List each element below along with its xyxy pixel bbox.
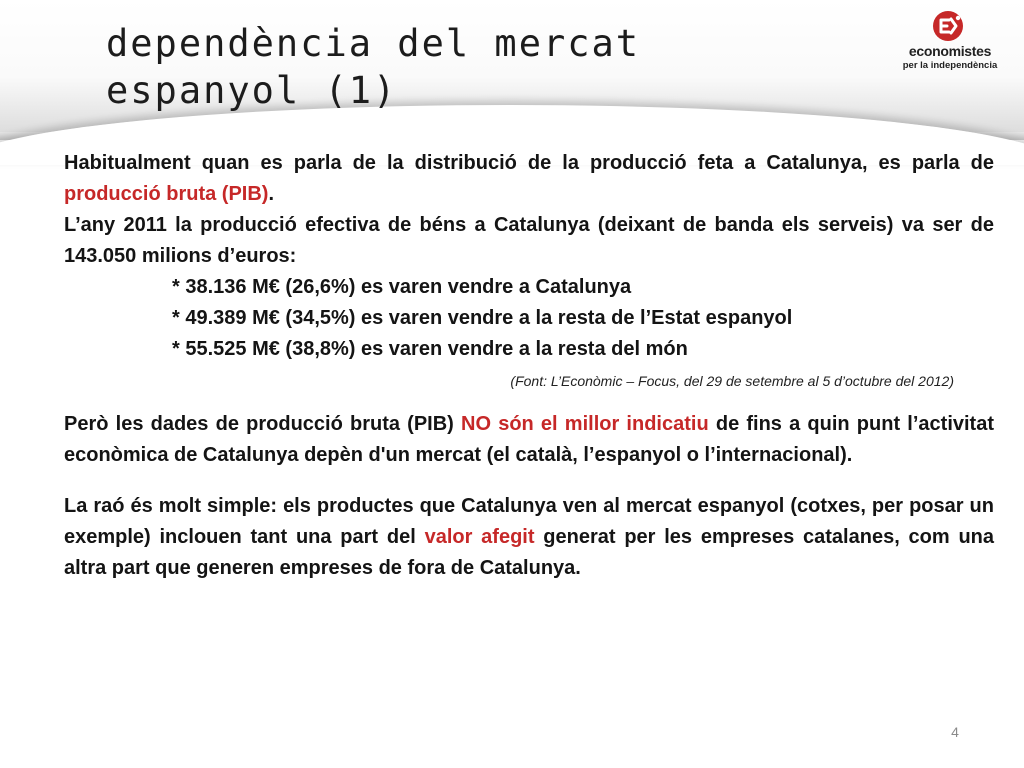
paragraph-reason-text: La raó és molt simple: els productes que Catalunya ven al mercat espanyol (cotxes, per posar un exemple) inclouen tant una part del [64,495,994,548]
highlight-not-indicator: NO són el millor indicatiu [461,413,709,435]
spacer [64,471,994,491]
paragraph-intro-end: . [268,183,275,205]
slide-content [64,148,994,584]
logo-mark-icon [932,10,964,42]
bullet-catalunya: * 38.136 M€ (26,6%) es varen vendre a Catalunya [172,276,632,298]
paragraph-indicator-end: de fins a quin punt l’activitat econòmica de Catalunya depèn d'un mercat (el català, l’espanyol o l’internacional). [64,413,994,466]
paragraph-reason [64,491,994,584]
paragraph-indicator [64,409,994,471]
highlight-valor-afegit: valor afegit [424,526,535,548]
page-number: 4 [951,724,959,740]
slide-title: dependència del mercat espanyol (1) [106,22,641,112]
source-citation: (Font: L’Econòmic – Focus, del 29 de setembre al 5 d’octubre del 2012) [510,373,954,389]
paragraph-reason-end: generat per les empreses catalanes, com una altra part que generen empreses de fora de Catalunya. [64,526,995,579]
logo-tagline: per la independència [902,60,998,71]
paragraph-intro [64,148,994,210]
highlight-pib: producció bruta (PIB) [64,183,269,205]
economistes-logo [900,10,1000,72]
bullet-resta-mon: * 55.525 M€ (38,8%) es varen vendre a la resta del món [172,338,688,360]
paragraph-indicator-text: Però les dades de producció bruta (PIB) [64,413,462,435]
bullet-estat-espanyol: * 49.389 M€ (34,5%) es varen vendre a la resta de l’Estat espanyol [172,307,793,329]
paragraph-production: L’any 2011 la producció efectiva de béns a Catalunya (deixant de banda els serveis) va ser de 143.050 milions d’euros: [64,214,994,267]
paragraph-intro-text: Habitualment quan es parla de la distribució de la producció feta a Catalunya, es parla de [64,152,994,174]
logo-name: economistes [908,43,992,59]
